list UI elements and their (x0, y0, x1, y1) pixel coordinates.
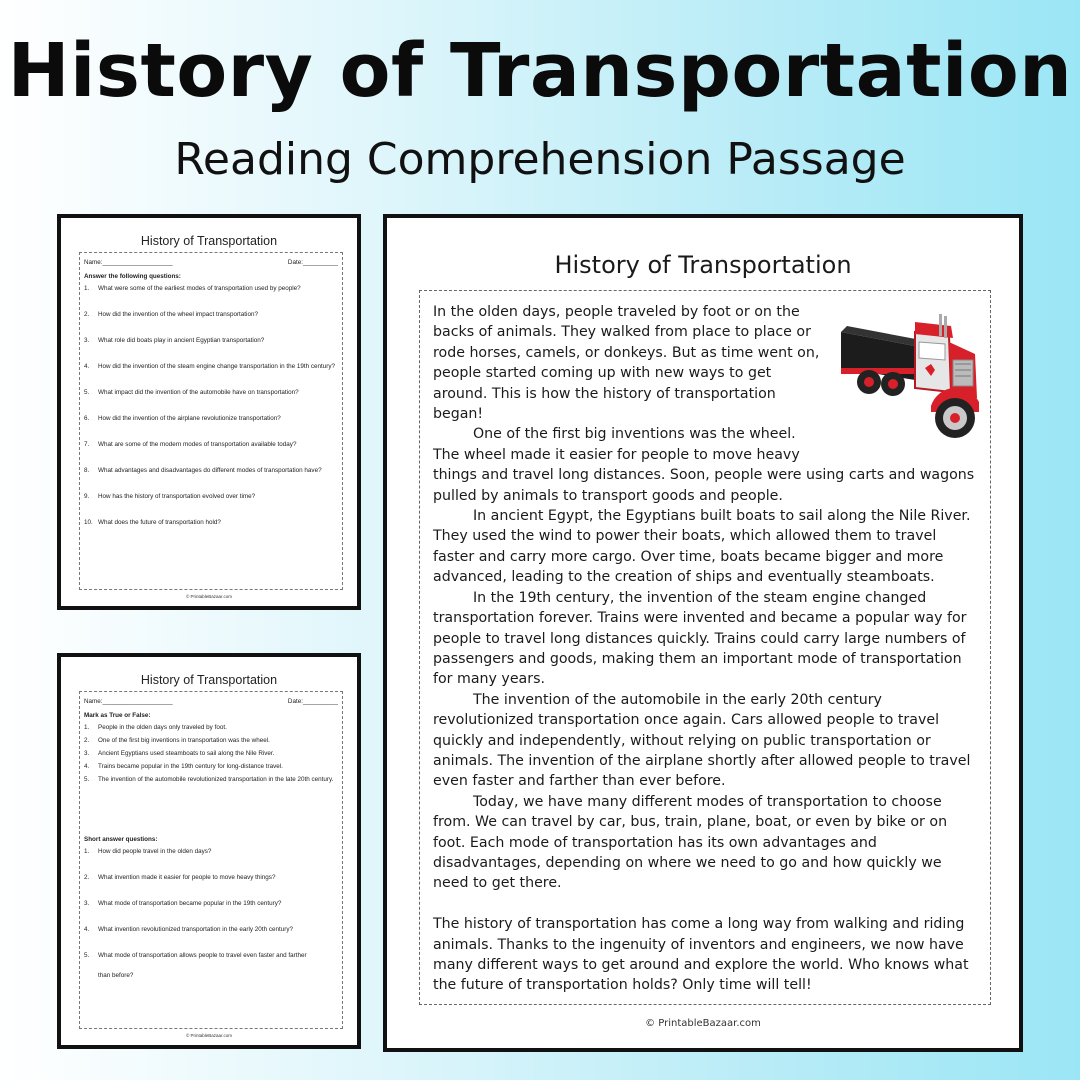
question-list (80, 285, 342, 527)
list-item (84, 724, 338, 732)
item-text: What were some of the earliest modes of transportation used by people? (98, 285, 301, 292)
item-text: What does the future of transportation hold? (98, 519, 221, 526)
truck-icon (833, 302, 983, 450)
item-text: How did people travel in the olden days? (98, 848, 212, 855)
list-item (84, 311, 338, 319)
list-item (84, 763, 338, 771)
item-number: 1. (84, 724, 90, 731)
item-number: 6. (84, 415, 90, 422)
item-text: What advantages and disadvantages do different modes of transportation have? (98, 467, 322, 474)
name-date-row (80, 698, 342, 706)
item-text: What invention made it easier for people to move heavy things? (98, 874, 276, 881)
item-text: How has the history of transportation evolved over time? (98, 493, 256, 500)
short-answer-heading: Short answer questions: (84, 836, 158, 843)
list-item (84, 493, 338, 501)
name-label: Name:____________________ (84, 259, 173, 266)
item-text: What invention revolutionized transportation in the early 20th century? (98, 926, 293, 933)
item-number: 1. (84, 848, 90, 855)
list-item (84, 900, 338, 908)
list-item (84, 285, 338, 293)
item-number: 4. (84, 763, 90, 770)
passage-footer: © PrintableBazaar.com (645, 1018, 761, 1029)
item-text: What impact did the invention of the automobile have on transportation? (98, 389, 299, 396)
worksheet-title: History of Transportation (140, 234, 278, 248)
worksheet-box (79, 252, 343, 590)
item-text: What mode of transportation allows people to travel even faster and farther (98, 952, 307, 959)
item-text: The invention of the automobile revolutionized transportation in the late 20th century. (98, 776, 334, 783)
passage-paragraph: The invention of the automobile in the early 20th century revolutionized transportation once again. Cars allowed people to travel quickly and independently, without relying on public transportation or animals. The invention of the airplane shortly after allowed people to travel even faster and farther than ever before. (433, 691, 971, 790)
item-text: What role did boats play in ancient Egyptian transportation? (98, 337, 265, 344)
item-text: How did the invention of the steam engine change transportation in the 19th century? (98, 363, 335, 370)
list-item (84, 750, 338, 758)
passage-paragraph: In ancient Egypt, the Egyptians built boats to sail along the Nile River. They used the wind to power their boats, which allowed them to travel faster and carry more cargo. Over time, boats became bigger and more advanced, leading to the creation of ships and eventually steamboats. (433, 508, 971, 586)
item-number: 3. (84, 900, 90, 907)
main-title: History of Transportation (7, 28, 1073, 114)
item-number: 2. (84, 874, 90, 881)
true-false-list (80, 724, 342, 784)
item-text: One of the first big inventions in transportation was the wheel. (98, 737, 270, 744)
item-text: How did the invention of the wheel impact transportation? (98, 311, 258, 318)
tf-heading: Mark as True or False: (84, 712, 151, 719)
list-item (84, 848, 338, 856)
list-item (84, 415, 338, 423)
worksheet-box (79, 691, 343, 1029)
passage-paragraph: The history of transportation has come a long way from walking and riding animals. Thanks to the ingenuity of inventors and engineers, we now have many different ways to get around and explore the world. Who knows what the future of transportation holds? Only time will tell! (433, 916, 969, 994)
item-text: People in the olden days only traveled by foot. (98, 724, 227, 731)
name-date-row (80, 259, 342, 267)
passage-paragraph: In the 19th century, the invention of the steam engine changed transportation forever. Trains were invented and became a popular way for people to travel long distances quickly. Trains could carry large numbers of passengers and goods, making them an important mode of transportation for many years. (433, 589, 967, 688)
name-label: Name:____________________ (84, 698, 173, 705)
item-number: 10. (84, 519, 93, 526)
subtitle: Reading Comprehension Passage (174, 134, 906, 185)
item-text: Trains became popular in the 19th century for long-distance travel. (98, 763, 283, 770)
list-item (84, 737, 338, 745)
passage-paragraph: One of the first big inventions was the wheel. The wheel made it easier for people to move heavy things and travel long distances. Soon, people were using carts and wagons pulled by animals to transport goods and people. (433, 426, 975, 504)
list-item (84, 441, 338, 449)
item-number: 4. (84, 363, 90, 370)
list-item (84, 776, 338, 784)
item-text: Ancient Egyptians used steamboats to sail along the Nile River. (98, 750, 275, 757)
item-number: 8. (84, 467, 90, 474)
item-text: How did the invention of the airplane revolutionize transportation? (98, 415, 281, 422)
short-answer-list (80, 848, 342, 960)
item-number: 4. (84, 926, 90, 933)
item-number: 5. (84, 952, 90, 959)
worksheet-title: History of Transportation (140, 673, 278, 687)
worksheet-preview-true-false[interactable] (57, 653, 361, 1049)
short-answer-continuation: than before? (98, 972, 134, 979)
item-number: 7. (84, 441, 90, 448)
date-label: Date:__________ (287, 259, 338, 266)
date-label: Date:__________ (287, 698, 338, 705)
list-item (84, 389, 338, 397)
list-item (84, 519, 338, 527)
list-item (84, 467, 338, 475)
item-number: 2. (84, 311, 90, 318)
item-number: 5. (84, 389, 90, 396)
passage-page[interactable] (383, 214, 1023, 1052)
list-item (84, 926, 338, 934)
passage-box (419, 290, 991, 1005)
instructions: Answer the following questions: (84, 273, 181, 280)
passage-title: History of Transportation (554, 251, 852, 279)
item-number: 5. (84, 776, 90, 783)
item-text: What are some of the modern modes of transportation available today? (98, 441, 297, 448)
item-number: 2. (84, 737, 90, 744)
list-item (84, 363, 338, 371)
list-item (84, 874, 338, 882)
item-text: What mode of transportation became popular in the 19th century? (98, 900, 282, 907)
passage-paragraph: In the olden days, people traveled by foot or on the backs of animals. They walked from place to place or rode horses, camels, or donkeys. But as time went on, people started coming up with new ways to get around. This is how the history of transportation began! (433, 304, 820, 423)
list-item (84, 952, 338, 960)
worksheet-preview-questions[interactable] (57, 214, 361, 610)
list-item (84, 337, 338, 345)
item-number: 3. (84, 337, 90, 344)
item-number: 9. (84, 493, 90, 500)
passage-paragraph: Today, we have many different modes of transportation to choose from. We can travel by car, bus, train, plane, boat, or even by bike or on foot. Each mode of transportation has its own advantages and disadvantages, depending on where we need to go and how quickly we need to get there. (433, 793, 948, 892)
item-number: 1. (84, 285, 90, 292)
worksheet-footer: © PrintableBazaar.com (185, 1033, 233, 1038)
worksheet-footer: © PrintableBazaar.com (185, 594, 233, 599)
item-number: 3. (84, 750, 90, 757)
passage-text (433, 302, 977, 996)
